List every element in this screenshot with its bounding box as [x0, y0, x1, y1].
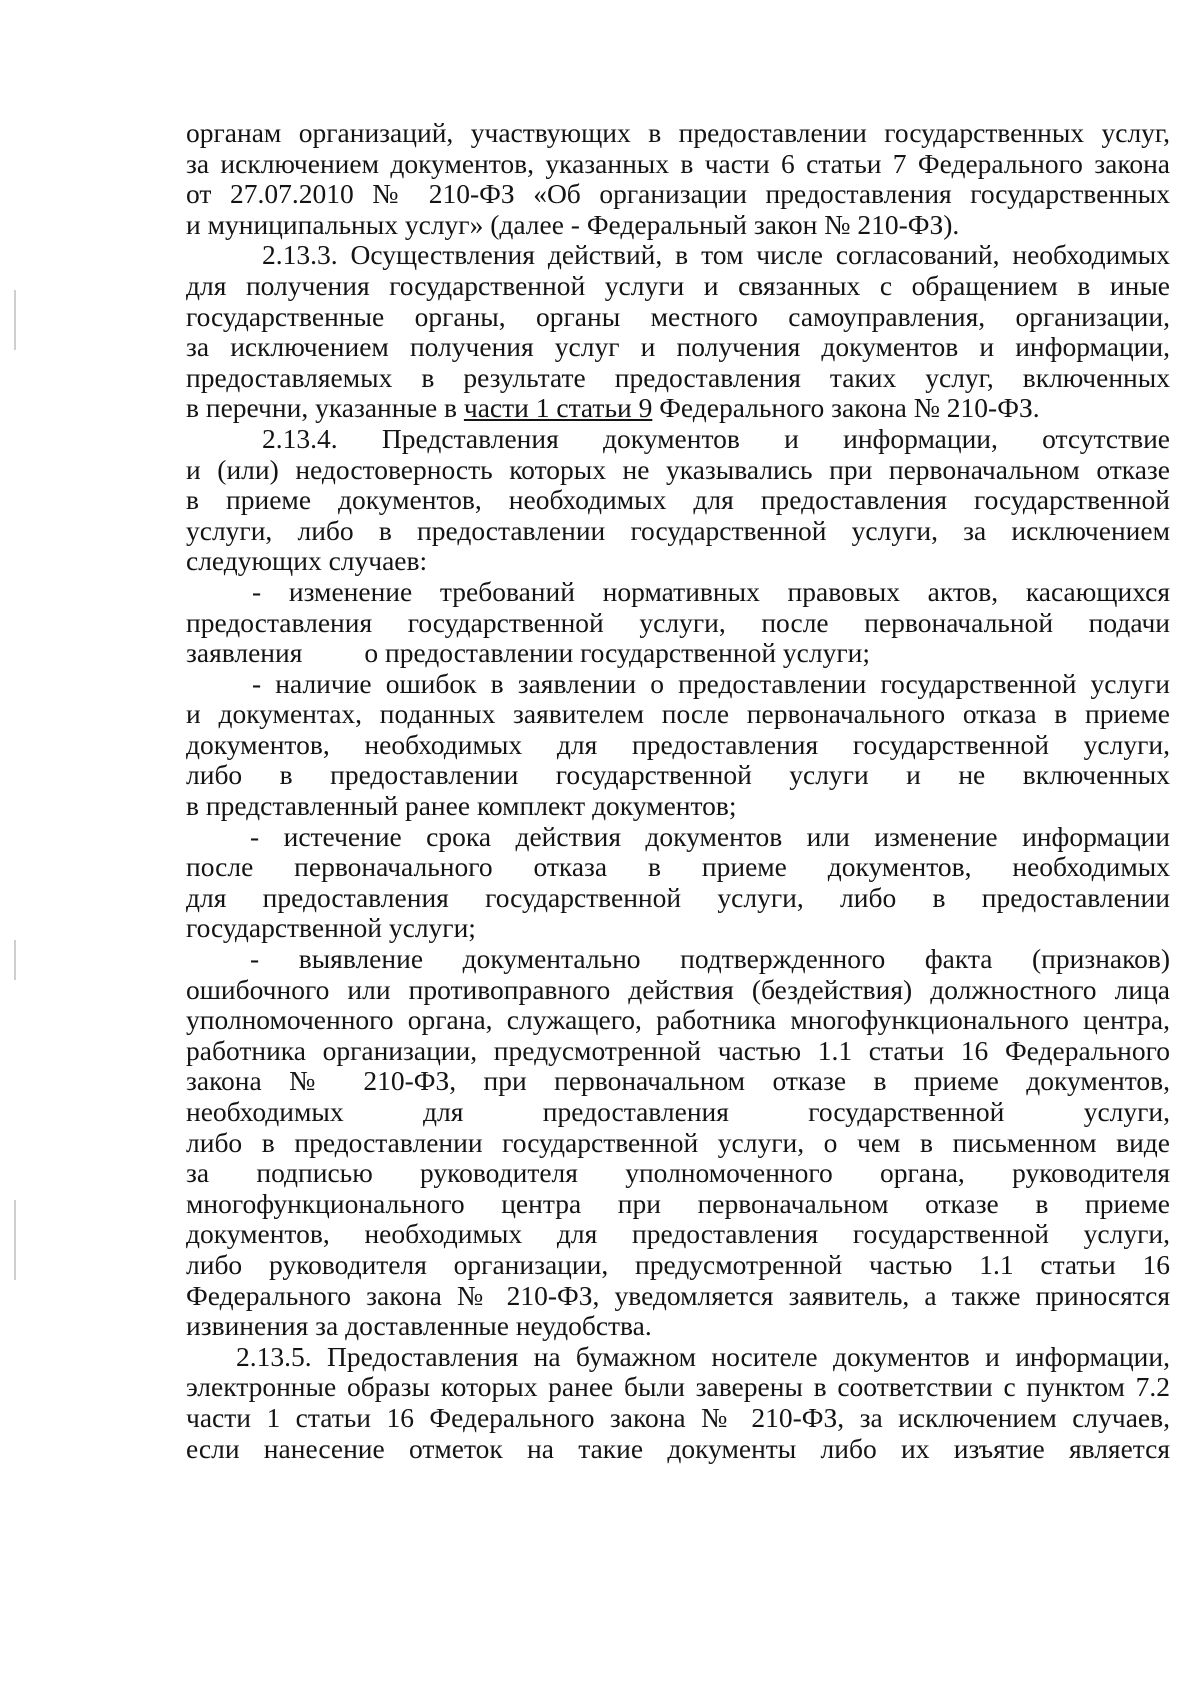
- text-line: и документах, поданных заявителем после первоначального отказа в приеме: [186, 698, 1170, 730]
- text-line: документов, необходимых для предоставления государственной услуги,: [186, 1218, 1170, 1250]
- text-fragment: о предоставлении государственной услуги;: [364, 637, 870, 669]
- text-line: уполномоченного органа, служащего, работника многофункционального центра,: [186, 1004, 1170, 1036]
- text-line: многофункционального центра при первоначальном отказе в приеме: [186, 1187, 1170, 1219]
- text-line: государственной услуги;: [186, 912, 476, 944]
- text-line: документов, необходимых для предоставления государственной услуги,: [186, 728, 1170, 760]
- list-item-line: - истечение срока действия документов или изменение информации: [250, 820, 1170, 852]
- list-item-line: - изменение требований нормативных правовых актов, касающихся: [252, 575, 1170, 607]
- scan-edge-mark: [14, 1200, 16, 1280]
- law-reference-link[interactable]: части 1 статьи 9: [463, 392, 653, 424]
- text-line: необходимых для предоставления государственной услуги,: [186, 1096, 1170, 1127]
- text-line: если нанесение отметок на такие документы либо их изъятие является: [186, 1432, 1170, 1464]
- list-item-line: - выявление документально подтвержденного факта (признаков): [250, 943, 1170, 975]
- text-line: услуги, либо в предоставлении государственной услуги, за исключением: [186, 514, 1170, 546]
- text-line: органам организаций, участвующих в предоставлении государственных услуг,: [186, 117, 1170, 148]
- text-fragment: Федерального закона № 210-ФЗ.: [652, 392, 1040, 424]
- text-line: электронные образы которых ранее были заверены в соответствии с пунктом 7.2: [186, 1371, 1170, 1403]
- text-line: предоставляемых в результате предоставления таких услуг, включенных: [186, 361, 1170, 393]
- text-line: либо в предоставлении государственной услуги, о чем в письменном виде: [186, 1126, 1170, 1158]
- text-line: для получения государственной услуги и связанных с обращением в иные: [186, 269, 1170, 301]
- text-fragment: заявления: [186, 637, 303, 669]
- text-line: ошибочного или противоправного действия (бездействия) должностного лица: [186, 973, 1170, 1005]
- text-line: [186, 393, 1170, 424]
- text-line: либо в предоставлении государственной услуги и не включенных: [186, 759, 1170, 791]
- text-fragment: в перечни, указанные в: [186, 392, 464, 424]
- section-2-13-4-heading-line: 2.13.4. Представления документов и информации, отсутствие: [262, 422, 1170, 454]
- text-line: в представленный ранее комплект документов;: [186, 790, 737, 822]
- text-line: закона № 210-ФЗ, при первоначальном отказе в приеме документов,: [186, 1065, 1170, 1097]
- scan-edge-mark: [14, 290, 16, 350]
- text-line: [186, 638, 1170, 669]
- text-line: за подписью руководителя уполномоченного органа, руководителя: [186, 1157, 1170, 1189]
- text-line: для предоставления государственной услуги, либо в предоставлении: [186, 881, 1170, 913]
- list-item-line: - наличие ошибок в заявлении о предоставлении государственной услуги: [252, 667, 1170, 699]
- text-line: и (или) недостоверность которых не указывались при первоначальном отказе: [186, 453, 1170, 485]
- text-line: работника организации, предусмотренной частью 1.1 статьи 16 Федерального: [186, 1034, 1170, 1066]
- document-body: [186, 118, 1170, 1464]
- text-line: за исключением получения услуг и получения документов и информации,: [186, 331, 1170, 363]
- text-line: предоставления государственной услуги, после первоначальной подачи: [186, 606, 1170, 638]
- text-line: за исключением документов, указанных в части 6 статьи 7 Федерального закона: [186, 147, 1170, 179]
- text-line: извинения за доставленные неудобства.: [186, 1310, 652, 1342]
- text-line: после первоначального отказа в приеме документов, необходимых: [186, 851, 1170, 883]
- text-line: либо руководителя организации, предусмотренной частью 1.1 статьи 16: [186, 1248, 1170, 1280]
- text-line: в приеме документов, необходимых для предоставления государственной: [186, 484, 1170, 516]
- section-2-13-5-heading-line: 2.13.5. Предоставления на бумажном носителе документов и информации,: [236, 1340, 1170, 1372]
- text-line: государственные органы, органы местного самоуправления, организации,: [186, 300, 1170, 332]
- scan-edge-mark: [14, 940, 16, 980]
- section-2-13-3-heading-line: 2.13.3. Осуществления действий, в том числе согласований, необходимых: [262, 239, 1170, 271]
- text-line: от 27.07.2010 № 210-ФЗ «Об организации предоставления государственных: [186, 178, 1170, 210]
- text-line: Федерального закона № 210-ФЗ, уведомляется заявитель, а также приносятся: [186, 1279, 1170, 1311]
- text-line: следующих случаев:: [186, 545, 428, 577]
- text-line: части 1 статьи 16 Федерального закона № 210-ФЗ, за исключением случаев,: [186, 1401, 1170, 1433]
- text-line: и муниципальных услуг» (далее - Федеральный закон № 210-ФЗ).: [186, 208, 960, 240]
